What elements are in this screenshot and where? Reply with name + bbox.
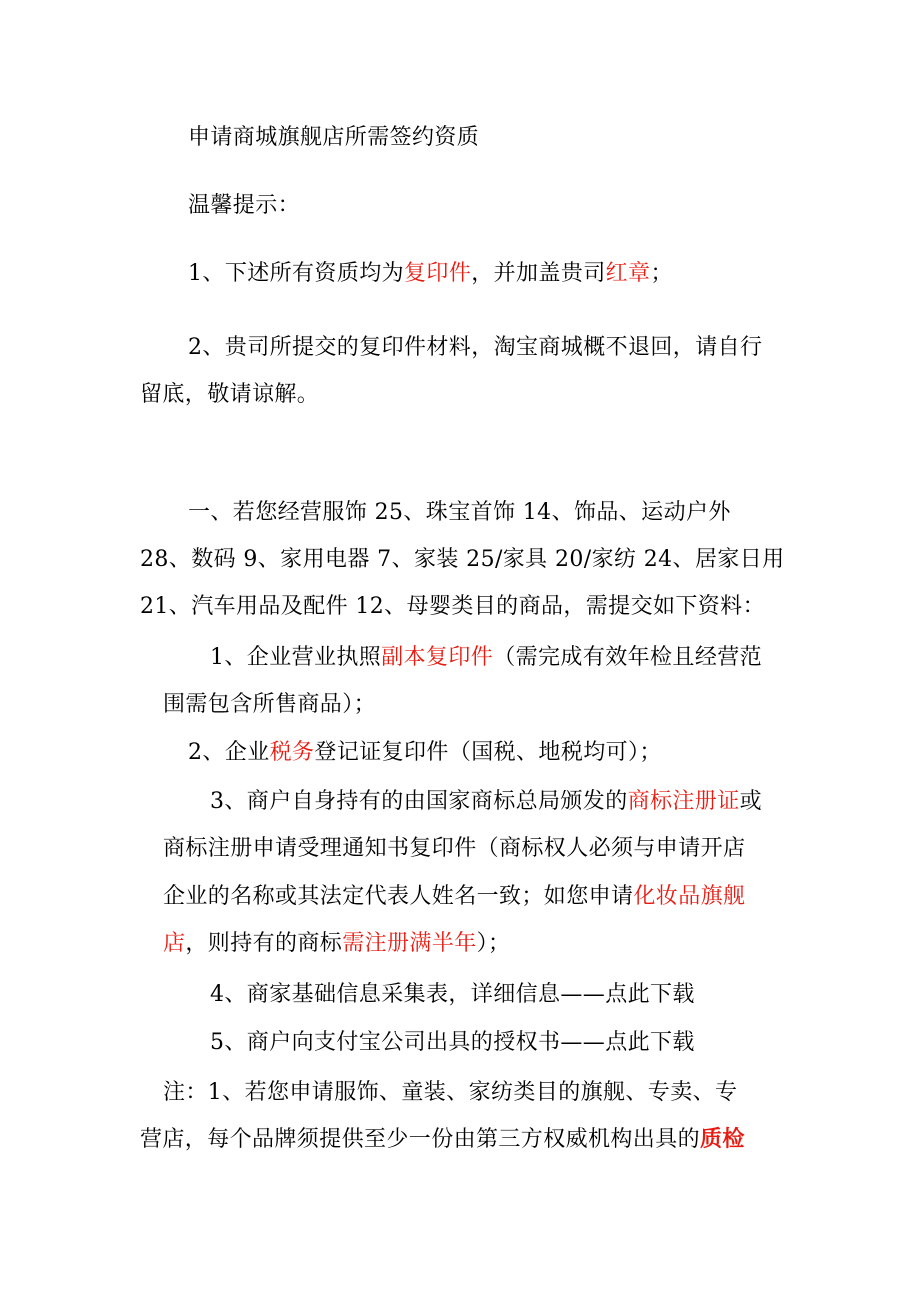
- item-1-line-1: 1、企业营业执照副本复印件（需完成有效年检且经营范: [210, 645, 763, 670]
- highlight-red-seal: 红章: [605, 261, 651, 286]
- item-4: 4、商家基础信息采集表，详细信息——点此下载: [210, 982, 695, 1007]
- item-3-line-4: 店，则持有的商标需注册满半年）；: [163, 931, 511, 956]
- tip-heading: 温馨提示：: [188, 193, 301, 218]
- item-2: 2、企业税务登记证复印件（国税、地税均可）；: [188, 740, 662, 765]
- item-3-line-2: 商标注册申请受理通知书复印件（商标权人必须与申请开店: [163, 836, 746, 861]
- highlight-duplicate-copy: 副本复印件: [381, 645, 494, 670]
- item-3-line-1: 3、商户自身持有的由国家商标总局颁发的商标注册证或: [210, 789, 763, 814]
- tip-2-line-1: 2、贵司所提交的复印件材料，淘宝商城概不退回，请自行: [188, 335, 763, 360]
- highlight-cosmetics-flagship: 化妆品旗舰: [633, 884, 746, 909]
- highlight-quality-inspection: 质检: [700, 1126, 745, 1152]
- section-1-intro-line-2: 28、数码 9、家用电器 7、家装 25/家具 20/家纺 24、居家日用: [140, 547, 785, 572]
- highlight-trademark-cert: 商标注册证: [627, 789, 740, 814]
- note-line-1: 注：1、若您申请服饰、童装、家纺类目的旗舰、专卖、专: [163, 1080, 738, 1105]
- highlight-half-year: 需注册满半年: [342, 931, 477, 956]
- note-line-2: 营店，每个品牌须提供至少一份由第三方权威机构出具的质检: [140, 1126, 745, 1152]
- highlight-store: 店: [163, 931, 186, 956]
- item-1-line-2: 围需包含所售商品）；: [163, 692, 377, 717]
- highlight-copy: 复印件: [404, 261, 472, 286]
- tip-1: 1、下述所有资质均为复印件，并加盖贵司红章；: [188, 261, 673, 286]
- section-1-intro-line-3: 21、汽车用品及配件 12、母婴类目的商品，需提交如下资料：: [140, 594, 765, 619]
- highlight-tax: 税务: [269, 740, 315, 765]
- tip-2-line-2: 留底，敬请谅解。: [140, 382, 320, 407]
- item-5: 5、商户向支付宝公司出具的授权书——点此下载: [210, 1030, 695, 1055]
- item-3-line-3: 企业的名称或其法定代表人姓名一致；如您申请化妆品旗舰: [163, 884, 746, 909]
- section-1-intro-line-1: 一、若您经营服饰 25、珠宝首饰 14、饰品、运动户外: [188, 500, 731, 525]
- document-title: 申请商城旗舰店所需签约资质: [188, 125, 480, 150]
